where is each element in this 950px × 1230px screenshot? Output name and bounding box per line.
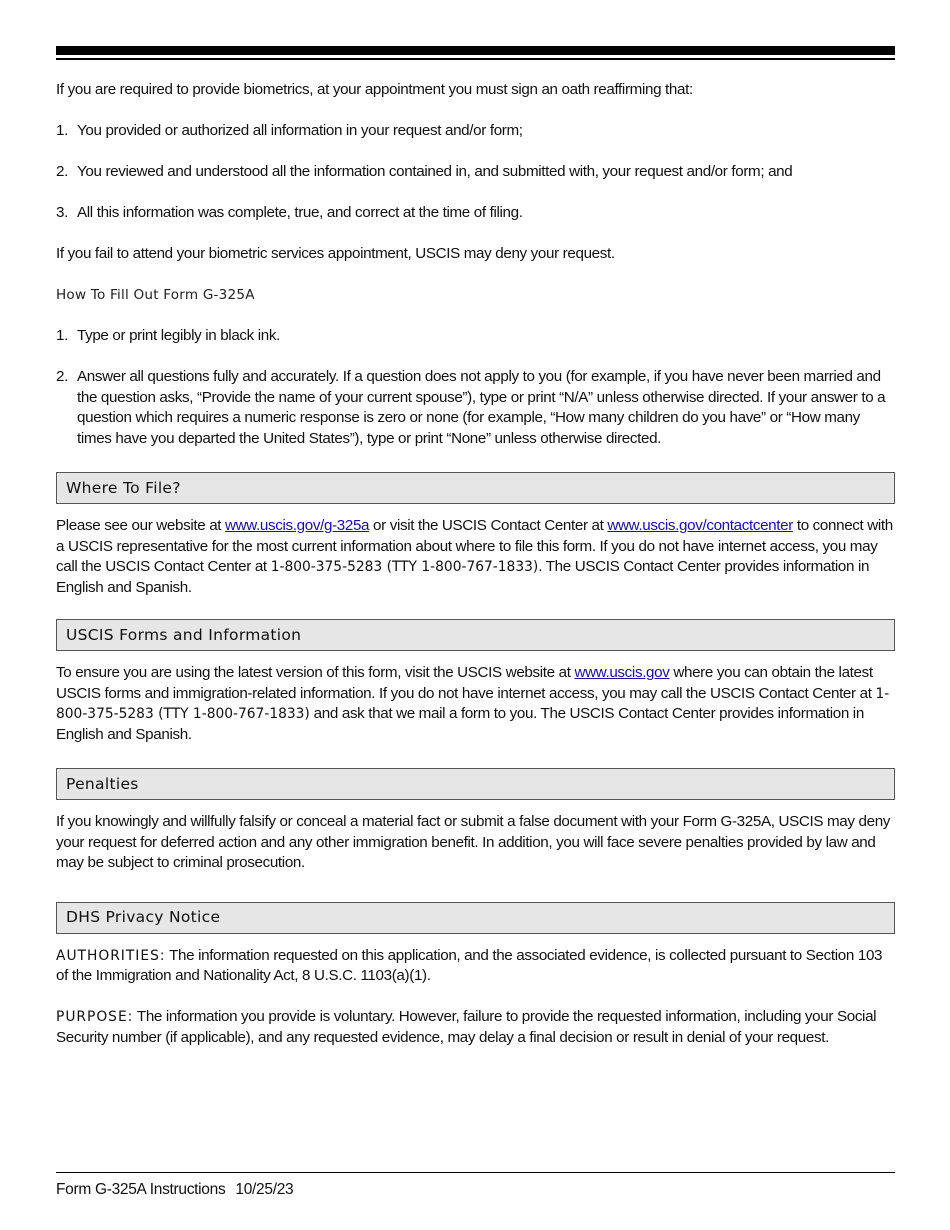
- item-number: 2.: [56, 163, 68, 180]
- footer-form-name: Form G-325A Instructions: [56, 1181, 226, 1198]
- authorities-text: The information requested on this application, and the associated evidence, is collected pursuant to Section 103 of the Immigration and Nationality Act, 8 U.S.C. 1103(a)(1).: [56, 946, 883, 984]
- penalties-text: If you knowingly and willfully falsify or conceal a material fact or submit a false document with your Form G-325A, USCIS may deny your request for deferred action and any other immigration benefit. In addition, you will face severe penalties provided by law and may be subject to criminal prosecution.: [56, 813, 891, 871]
- footer-rule: [56, 1172, 895, 1173]
- biometrics-item: [56, 162, 895, 183]
- text-fragment: . The USCIS Contact Center provides information in English and Spanish.: [56, 558, 870, 596]
- biometrics-failure-notice: If you fail to attend your biometric services appointment, USCIS may deny your request.: [56, 245, 615, 262]
- contact-phone: 1-800-375-5283 (TTY 1-800-767-1833): [270, 559, 539, 575]
- item-number: 1.: [56, 122, 68, 139]
- text-fragment: or visit the USCIS Contact Center at: [369, 517, 608, 534]
- g325a-website-link[interactable]: www.uscis.gov/g-325a: [225, 517, 370, 534]
- purpose-label: PURPOSE:: [56, 1009, 134, 1025]
- purpose-text: The information you provide is voluntary. However, failure to provide the requested information, including your Social Security number (if applicable), and any requested evidence, may delay a final decision or result in denial of your request.: [56, 1008, 877, 1046]
- document-body: [56, 80, 895, 1069]
- header-thin-rule: [56, 58, 895, 60]
- item-text: Answer all questions fully and accurately. If a question does not apply to you (for example, if you have never been married and the question asks, “Provide the name of your current spouse”), type or print “N/A” unless otherwise directed. If your answer to a question which requires a numeric response is zero or none (for example, “How many children do you have” or “How many times have you departed the United States”), type or print “None” unless otherwise directed.: [77, 368, 886, 447]
- item-text: You reviewed and understood all the information contained in, and submitted with, your request and/or form; and: [77, 163, 793, 180]
- penalties-heading: Penalties: [56, 768, 895, 800]
- header-thick-rule: [56, 46, 895, 55]
- authorities-label: AUTHORITIES:: [56, 947, 166, 964]
- item-number: 1.: [56, 327, 68, 344]
- authorities-paragraph: [56, 946, 895, 987]
- item-text: You provided or authorized all information in your request and/or form;: [77, 122, 523, 139]
- text-fragment: and ask that we mail a form to you. The USCIS Contact Center provides information in English and Spanish.: [56, 705, 864, 743]
- biometrics-item: [56, 203, 895, 224]
- purpose-paragraph: [56, 1007, 895, 1048]
- text-fragment: To ensure you are using the latest version of this form, visit the USCIS website at: [56, 664, 575, 681]
- contact-phone: 1-800-375-5283 (TTY 1-800-767-1833): [56, 685, 890, 722]
- how-to-heading: How To Fill Out Form G-325A: [56, 287, 255, 303]
- contact-center-link[interactable]: www.uscis.gov/contactcenter: [607, 517, 793, 534]
- forms-info-text: [56, 663, 895, 745]
- footer-edition-date: 10/25/23: [235, 1181, 294, 1198]
- biometrics-item: [56, 121, 895, 142]
- text-fragment: Please see our website at: [56, 517, 226, 534]
- item-text: All this information was complete, true, and correct at the time of filing.: [77, 204, 523, 221]
- item-number: 2.: [56, 368, 68, 385]
- item-text: Type or print legibly in black ink.: [77, 327, 281, 344]
- where-to-file-text: [56, 516, 895, 598]
- uscis-website-link[interactable]: www.uscis.gov: [574, 664, 670, 681]
- page-footer: [56, 1181, 293, 1199]
- forms-info-heading: USCIS Forms and Information: [56, 619, 895, 651]
- text-fragment: where you can obtain the latest USCIS forms and immigration-related information. If you do not have internet access, you may call the USCIS Contact Center at: [56, 664, 876, 702]
- how-to-item: [56, 367, 895, 449]
- text-fragment: to connect with a USCIS representative for the most current information about where to file this form. If you do not have internet access, you may call the USCIS Contact Center at: [56, 517, 893, 575]
- biometrics-intro: If you are required to provide biometrics, at your appointment you must sign an oath reaffirming that:: [56, 81, 693, 98]
- item-number: 3.: [56, 204, 68, 221]
- privacy-notice-heading: DHS Privacy Notice: [56, 902, 895, 934]
- where-to-file-heading: Where To File?: [56, 472, 895, 504]
- how-to-item: [56, 326, 895, 347]
